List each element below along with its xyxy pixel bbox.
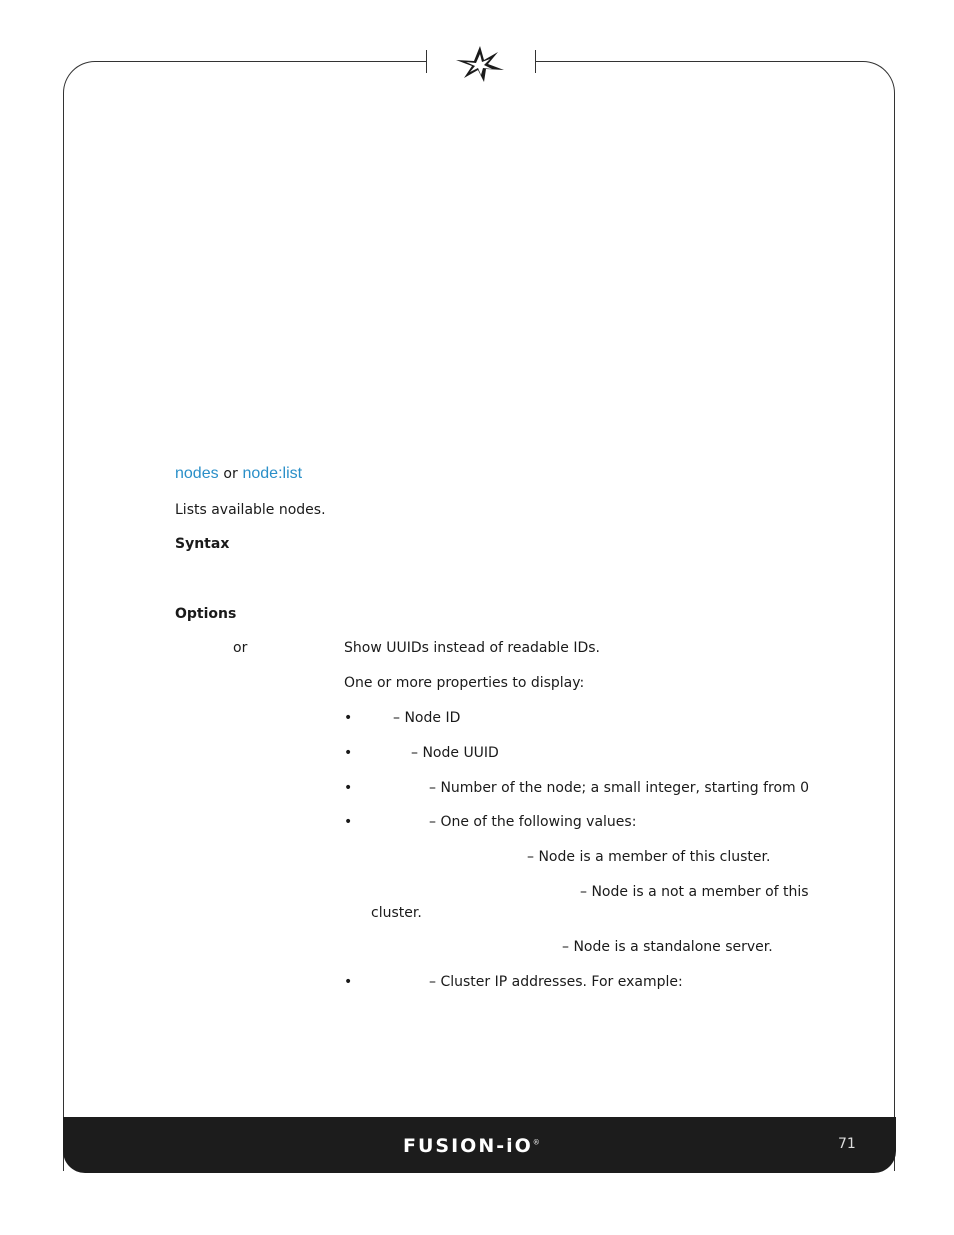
syntax-heading: Syntax xyxy=(175,536,230,552)
option-props-desc: One or more properties to display: xyxy=(344,675,585,691)
bullet-dot: • xyxy=(344,974,353,990)
command-name: nodes xyxy=(175,465,219,482)
bullet-dot: • xyxy=(344,814,353,830)
command-joiner: or xyxy=(223,466,238,482)
command-alias: node:list xyxy=(242,465,303,482)
header-tick-left xyxy=(426,50,427,73)
command-description: Lists available nodes. xyxy=(175,502,326,518)
bullet-dot: • xyxy=(344,745,353,761)
options-heading: Options xyxy=(175,606,237,622)
bullet-node-id: – Node ID xyxy=(393,710,461,726)
command-title xyxy=(175,464,302,483)
header-tick-right xyxy=(535,50,536,73)
brand-logo xyxy=(403,1135,542,1157)
brand-name: FUSION-iO xyxy=(403,1135,533,1157)
bullet-cluster-ip: – Cluster IP addresses. For example: xyxy=(429,974,683,990)
option-uuid-or: or xyxy=(233,640,248,656)
bullet-node-number: – Number of the node; a small integer, starting from 0 xyxy=(429,780,810,796)
page-number: 71 xyxy=(838,1136,856,1152)
value-not-member: – Node is a not a member of this xyxy=(580,884,809,900)
bullet-dot: • xyxy=(344,780,353,796)
bullet-node-state: – One of the following values: xyxy=(429,814,637,830)
value-not-member-cont: cluster. xyxy=(371,905,422,921)
option-uuid-desc: Show UUIDs instead of readable IDs. xyxy=(344,640,600,656)
value-member: – Node is a member of this cluster. xyxy=(527,849,771,865)
brand-reg: ® xyxy=(532,1138,542,1147)
bullet-dot: • xyxy=(344,710,353,726)
bullet-node-uuid: – Node UUID xyxy=(411,745,499,761)
fusion-io-star-icon xyxy=(450,42,510,86)
value-standalone: – Node is a standalone server. xyxy=(562,939,773,955)
